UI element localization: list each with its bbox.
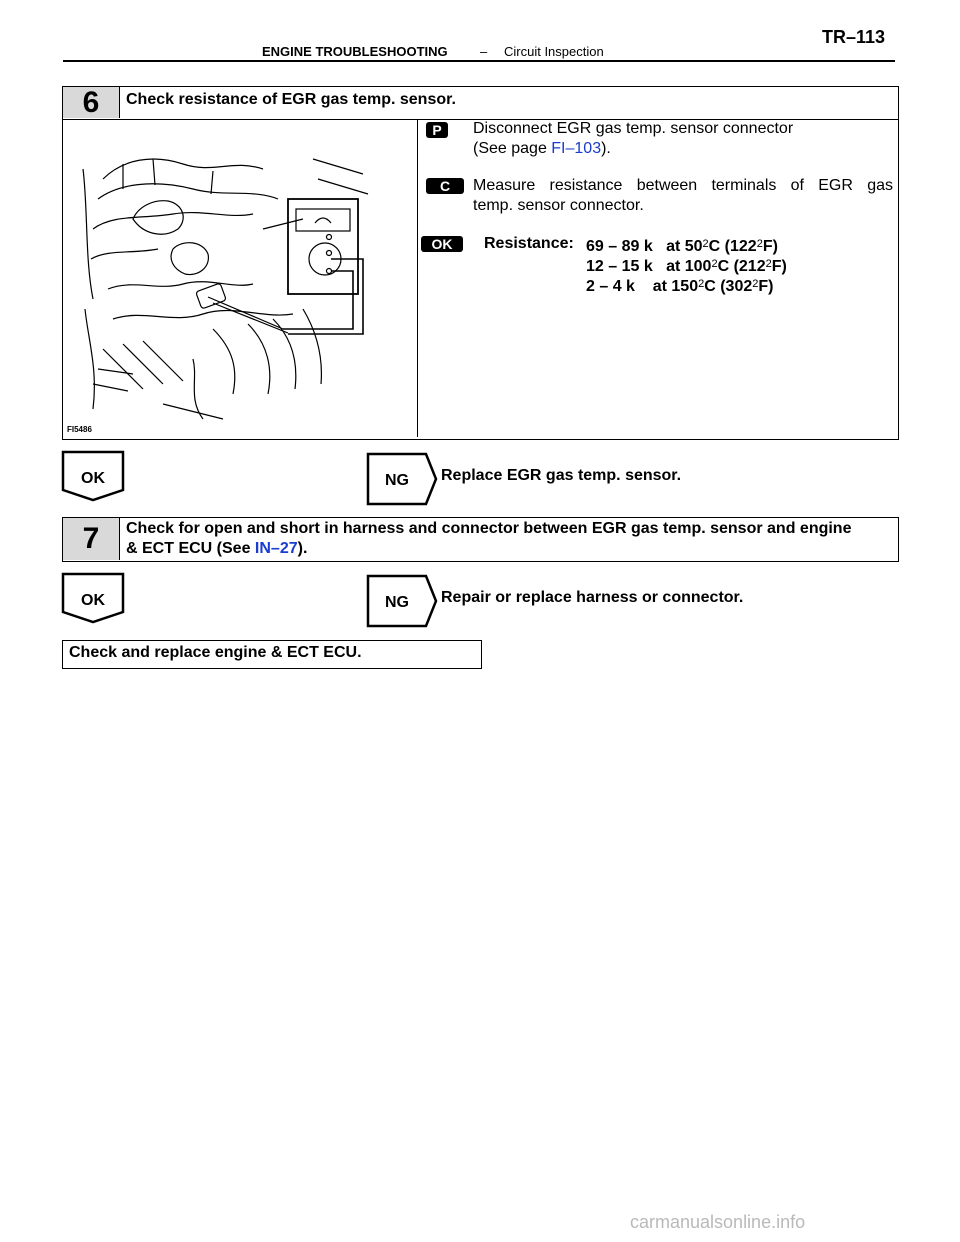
spec-f: F) [771, 258, 787, 275]
degree-mark: 2 [756, 238, 763, 250]
ok-label-6: OK [81, 470, 105, 487]
prep-line-2 [473, 139, 611, 159]
header-subtitle: Circuit Inspection [504, 44, 604, 59]
final-action-box: Check and replace engine & ECT ECU. [62, 640, 482, 669]
degree-mark: 2 [698, 278, 705, 290]
degree-mark: 2 [711, 258, 718, 270]
header-dash: – [480, 44, 488, 59]
step-7-title-line-2 [126, 539, 307, 559]
illustration-cell [63, 119, 418, 437]
step-7-header [62, 517, 899, 562]
prep-line-2-prefix: (See page [473, 140, 552, 157]
spec-value: 69 – 89 k [586, 238, 653, 255]
spec-value: 12 – 15 k [586, 258, 653, 275]
header-title: ENGINE TROUBLESHOOTING [262, 44, 448, 59]
degree-mark: 2 [765, 258, 772, 270]
page-link-fi-103[interactable]: FI–103 [551, 140, 602, 157]
prep-line-1: Disconnect EGR gas temp. sensor connector [473, 120, 794, 137]
header-rule [63, 60, 895, 62]
spec-c: C (122 [708, 238, 757, 255]
spec-c: C (212 [717, 258, 766, 275]
step-7-title-prefix: & ECT ECU (See [126, 540, 255, 557]
check-tag: C [426, 178, 464, 194]
spec-label: Resistance: [484, 235, 574, 252]
degree-mark: 2 [752, 278, 759, 290]
spec-temp: at 100 [666, 258, 712, 275]
figure-code: FI5486 [67, 425, 92, 434]
prep-tag: P [426, 122, 448, 138]
watermark: carmanualsonline.info [630, 1212, 806, 1232]
spec-temp: at 50 [666, 238, 703, 255]
ng-action-7: Repair or replace harness or connector. [441, 589, 744, 606]
page-number: TR–113 [822, 27, 886, 47]
step-6-header [62, 86, 899, 120]
prep-line-2-suffix: ). [601, 140, 611, 157]
spec-f: F) [758, 278, 774, 295]
page-link-in-27[interactable]: IN–27 [254, 540, 298, 557]
step-7-title-suffix: ). [297, 540, 308, 557]
ok-label-7: OK [81, 592, 105, 609]
engine-ohmmeter-illustration [63, 119, 415, 437]
ok-tag: OK [421, 236, 463, 252]
ng-action-6: Replace EGR gas temp. sensor. [441, 467, 682, 484]
spec-temp: at 150 [652, 278, 699, 295]
step-7-title-line-1: Check for open and short in harness and connector between EGR gas temp. sensor and engine [126, 520, 852, 537]
step-6-title: Check resistance of EGR gas temp. sensor. [126, 91, 456, 108]
spec-f: F) [762, 238, 778, 255]
ng-label-7: NG [385, 594, 409, 611]
spec-c: C (302 [704, 278, 753, 295]
check-line-2: temp. sensor connector. [473, 197, 644, 214]
spec-value: 2 – 4 k [586, 278, 635, 295]
check-line-1: Measure resistance between terminals of EGR gas [473, 177, 893, 194]
step-6-detail [62, 119, 899, 440]
step-6-number: 6 [63, 87, 120, 118]
step-7-number: 7 [63, 518, 120, 560]
ng-label-6: NG [385, 472, 409, 489]
degree-mark: 2 [702, 238, 709, 250]
spec-row [586, 274, 773, 297]
